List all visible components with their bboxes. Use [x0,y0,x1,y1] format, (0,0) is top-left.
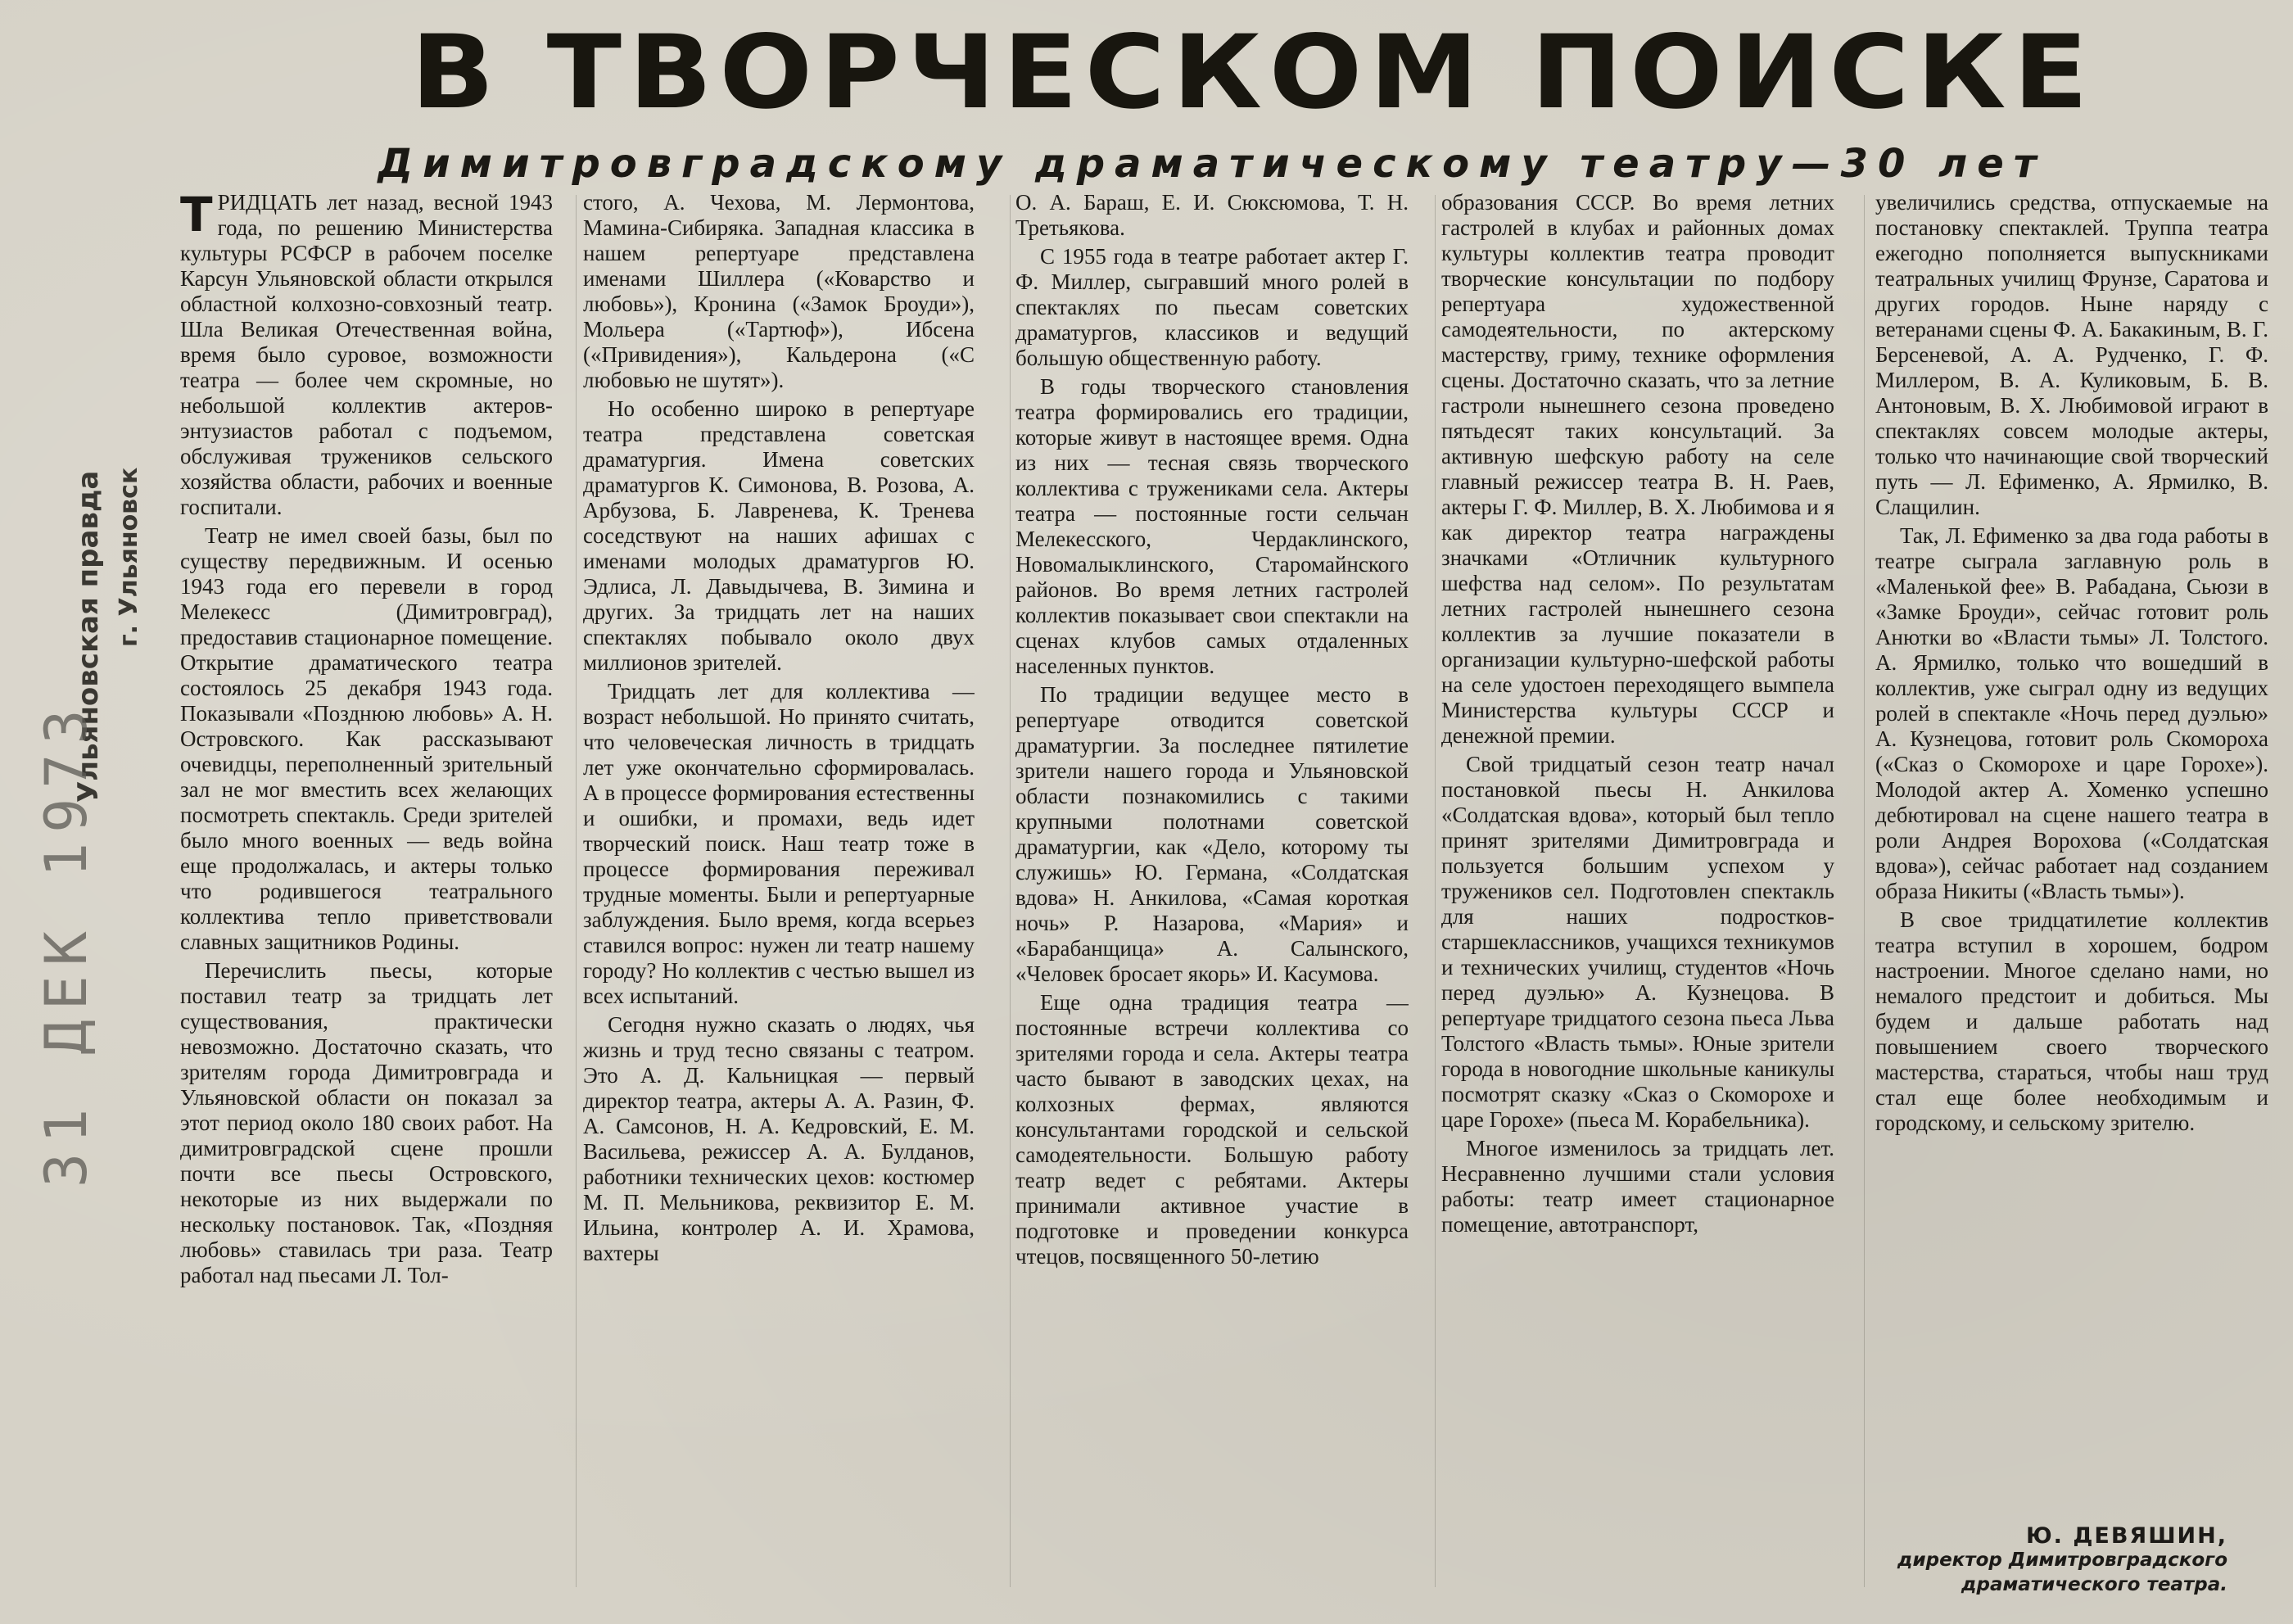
article-column-2 [583,190,975,1582]
paragraph: Многое изменилось за тридцать лет. Несравненно лучшими стали условия работы: театр имеет стационарное помещение, автотранспорт, [1441,1136,1834,1237]
paragraph: По традиции ведущее место в репертуаре отводится советской драматургии. За последнее пятилетие зрители нашего города и Ульяновской области познакомились с такими крупными полотнами советской драматургии, как «Дело, которому ты служишь» Ю. Германа, «Солдатская вдова» Н. Анкилова, «Самая короткая ночь» Р. Назарова, «Мария» и «Барабанщица» А. Салынского, «Человек бросает якорь» И. Касумова. [1015,682,1409,986]
column-divider [1864,195,1865,1587]
paragraph: Так, Л. Ефименко за два года работы в театре сыграла заглавную роль в «Маленькой фее» В. Рабадана, Сьюзи в «Замке Броуди», сейчас готовит роль Анютки во «Власти тьмы» Л. Толстого. А. Ярмилко, только что вошедший в коллектив, уже сыграл одну из ведущих ролей в спектакле «Ночь перед дуэлью» А. Кузнецова, готовит роль Скомороха («Сказ о Скоморохе и царе Горохе»). Молодой актер А. Хоменко успешно дебютировал на сцене нашего театра в роли Андрея Ворохова («Солдатская вдова»), сейчас работает над созданием образа Никиты («Власть тьмы»). [1875,523,2268,903]
paragraph: Театр не имел своей базы, был по существу передвижным. И осенью 1943 года его перевели в город Мелекесс (Димитровград), предоставив стационарное помещение. Открытие драматического театра состоялось 25 декабря 1943 года. Показывали «Позднюю любовь» А. Н. Островского. Как рассказывают очевидцы, переполненный зрительный зал не мог вместить всех желающих посмотреть спектакль. Среди зрителей было много военных — ведь война еще продолжалась, и актеры только что родившегося театрального коллектива тепло приветствовали славных защитников Родины. [180,523,553,954]
paragraph: В свое тридцатилетие коллектив театра вступил в хорошем, бодром настроении. Многое сделано нами, но немалого предстоит и добиться. Мы будем и дальше работать над повышением своего творческого мастерства, стараться, чтобы наш труд стал еще более необходимым и городскому, и сельскому зрителю. [1875,907,2268,1135]
article-column-5 [1875,190,2268,1509]
column-divider [576,195,577,1587]
paragraph: С 1955 года в театре работает актер Г. Ф. Миллер, сыгравший много ролей в спектаклях по пьесам советских драматургов, классиков и ведущий большую общественную работу. [1015,244,1409,370]
author-name: Ю. ДЕВЯШИН, [2025,1523,2227,1549]
article-column-3 [1015,190,1409,1582]
paragraph: образования СССР. Во время летних гастролей в клубах и районных домах культуры коллектив театра проводит творческие консультации по подбору репертуара художественной самодеятельности, по актерскому мастерству, гриму, технике оформления сцены. Достаточно сказать, что за летние гастроли нынешнего сезона проведено пятьдесят таких консультаций. За активную шефскую работу на селе главный режиссер театра В. Н. Раев, актеры Г. Ф. Миллер, В. Х. Любимова и я как директор театра награждены значками «Отличник культурного шефства над селом». По результатам летних гастролей нынешнего сезона коллектив за лучшие показатели в организации культурно-шефской работы на селе удостоен переходящего вымпела Министерства культуры СССР и денежной премии. [1441,190,1834,748]
paragraph: увеличились средства, отпускаемые на постановку спектаклей. Труппа театра ежегодно пополняется выпускниками театральных училищ Фрунзе, Саратова и других городов. Ныне наряду с ветеранами сцены Ф. А. Бакакиным, В. Г. Берсеневой, А. А. Рудченко, Г. Ф. Миллером, В. А. Куликовым, Б. В. Антоновым, В. Х. Любимовой играют в спектаклях совсем молодые актеры, только что начинающие свой творческий путь — Л. Ефименко, А. Ярмилко, В. Слащилин. [1875,190,2268,519]
newspaper-city: г. Ульяновск [115,467,143,647]
paragraph-text: РИДЦАТЬ лет назад, весной 1943 года, по решению Министерства культуры РСФСР в рабочем поселке Карсун Ульяновской области открылся областной колхозно-совхозный театр. Шла Великая Отечественная война, время было суровое, возможности театра — более чем скромные, но небольшой коллектив актеров-энтузиастов работал с подъемом, обслуживая тружеников сельского хозяйства области, рабочих и военные госпитали. [180,190,553,519]
article-column-4 [1441,190,1834,1582]
date-stamp: 31 ДЕК 1973 [33,699,100,1187]
paragraph: Сегодня нужно сказать о людях, чья жизнь и труд тесно связаны с театром. Это А. Д. Кальницкая — первый директор театра, актеры А. А. Разин, Ф. А. Самсонов, Н. А. Кедровский, Е. М. Васильева, режиссер А. А. Булданов, работники технических цехов: костюмер М. П. Мельникова, реквизитор Е. М. Ильина, контролер А. И. Храмова, вахтеры [583,1012,975,1265]
column-divider [1435,195,1436,1587]
paragraph: Тридцать лет для коллектива — возраст небольшой. Но принято считать, что человеческая личность в тридцать лет уже окончательно сформировалась. А в процессе формирования естественны и ошибки, и промахи, ведь идет творческий поиск. Наш театр тоже в процессе формирования переживал трудные моменты. Были и репертуарные заблуждения. Было время, когда всерьез ставился вопрос: нужен ли театр нашему городу? Но коллектив с честью вышел из всех испытаний. [583,679,975,1008]
author-title: директор Димитровградского драматического театра. [1897,1549,2227,1595]
paragraph: Еще одна традиция театра — постоянные встречи коллектива со зрителями города и села. Актеры театра часто бывают в заводских цехах, на колхозных фермах, являются консультантами городской и сельской самодеятельности. Большую работу театр ведет с ребятами. Актеры принимали активное участие в подготовке и проведении конкурса чтецов, посвященного 50-летию [1015,990,1409,1269]
paragraph: Перечислить пьесы, которые поставил театр за тридцать лет существования, практически невозможно. Достаточно сказать, что зрителям города Димитровграда и Ульяновской области он показал за этот период около 180 своих работ. На димитровградской сцене прошли почти все пьесы Островского, некоторые из них выдержали по нескольку постановок. Так, «Поздняя любовь» ставилась три раза. Театр работал над пьесами Л. Тол- [180,958,553,1287]
newspaper-name: Ульяновская правда [72,470,105,803]
headline: В ТВОРЧЕСКОМ ПОИСКЕ [410,14,2096,132]
paragraph: Свой тридцатый сезон театр начал постановкой пьесы Н. Анкилова «Солдатская вдова», который был тепло принят зрителями Димитровграда и пользуется большим успехом у тружеников сел. Подготовлен спектакль для наших подростков-старшеклассников, учащихся техникумов и технических училищ, студентов «Ночь перед дуэлью» А. Кузнецова. В репертуаре тридцатого сезона пьеса Льва Толстого «Власть тьмы». Юные зрители города в новогодние школьные каникулы посмотрят сказку «Сказ о Скоморохе и царе Горохе» (пьеса М. Корабельника). [1441,752,1834,1132]
dropcap: Т [180,190,213,242]
paragraph: Но особенно широко в репертуаре театра представлена советская драматургия. Имена советских драматургов К. Симонова, В. Розова, А. Арбузова, Б. Лавренева, К. Тренева соседствуют на наших афишах с именами молодых драматургов Ю. Эдлиса, Л. Давыдычева, В. Зимина и других. За тридцать лет на наших спектаклях побывало около двух миллионов зрителей. [583,396,975,675]
paragraph: В годы творческого становления театра формировались его традиции, которые живут в настоящее время. Одна из них — тесная связь творческого коллектива с тружениками села. Актеры театра — постоянные гости сельчан Мелекесского, Чердаклинского, Новомалыклинского, Старомайнского районов. Во время летних гастролей коллектив показывает свои спектакли на сценах клубов самых отдаленных населенных пунктов. [1015,374,1409,678]
paragraph: О. А. Бараш, Е. И. Сюксюмова, Т. Н. Третьякова. [1015,190,1409,240]
subtitle: Димитровградскому драматическому театру—30 лет [378,141,2047,187]
paragraph: стого, А. Чехова, М. Лермонтова, Мамина-Сибиряка. Западная классика в нашем репертуаре представлена именами Шиллера («Коварство и любовь»), Кронина («Замок Броуди»), Мольера («Тартюф»), Ибсена («Привидения»), Кальдерона («С любовью не шутят»). [583,190,975,392]
paragraph [180,190,553,520]
article-column-1 [180,190,553,1582]
column-divider [1010,195,1011,1587]
